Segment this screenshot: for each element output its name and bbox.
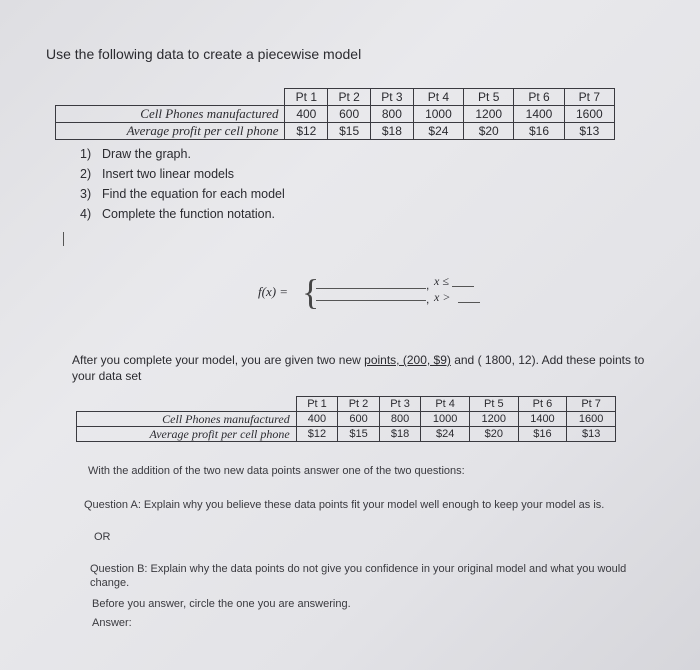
question-b: Question B: Explain why the data points do not give you confidence in your original model and what you would change.: [90, 563, 627, 589]
table-cell: 800: [379, 412, 421, 427]
instruction-list: [80, 144, 285, 224]
function-name: f(x) =: [258, 284, 289, 299]
table-cell: $13: [567, 427, 616, 442]
text-cursor: [63, 232, 64, 246]
table-cell: $15: [338, 427, 380, 442]
table-cell: $16: [518, 427, 567, 442]
table-cell: $13: [564, 123, 614, 140]
header-cell: Pt 7: [564, 89, 614, 106]
data-table-original: [55, 88, 615, 140]
or-separator: OR: [94, 531, 111, 543]
piecewise-function-template: f(x) = { , , x ≤ x >: [258, 272, 498, 312]
row-label: Average profit per cell phone: [56, 123, 285, 140]
header-cell: Pt 2: [338, 397, 380, 412]
header-cell: Pt 2: [328, 89, 371, 106]
circle-instruction: Before you answer, circle the one you are answering.: [92, 598, 351, 610]
header-cell: Pt 4: [413, 89, 463, 106]
table-cell: $24: [421, 427, 470, 442]
table-cell: 400: [285, 106, 328, 123]
header-cell: Pt 1: [296, 397, 338, 412]
answer-label: Answer:: [92, 617, 132, 629]
condition-2: x >: [434, 290, 451, 304]
table-cell: $24: [413, 123, 463, 140]
table-cell: $12: [285, 123, 328, 140]
row-label: Cell Phones manufactured: [56, 106, 285, 123]
table-row: [77, 412, 616, 427]
row-label: Average profit per cell phone: [77, 427, 297, 442]
list-item: 4) Complete the function notation.: [80, 207, 276, 221]
table-cell: $12: [296, 427, 338, 442]
table-cell: 1200: [464, 106, 514, 123]
worksheet-title: Use the following data to create a piecewise model: [46, 46, 362, 62]
questions-intro: With the addition of the two new data points answer one of the two questions:: [88, 465, 465, 477]
header-cell: Pt 3: [371, 89, 414, 106]
header-cell: Pt 4: [421, 397, 470, 412]
data-table-updated: [76, 396, 616, 442]
table-row: [56, 106, 615, 123]
header-cell: Pt 6: [518, 397, 567, 412]
condition-1: x ≤: [434, 274, 449, 288]
header-cell: Pt 1: [285, 89, 328, 106]
expression-blank-1[interactable]: [316, 288, 426, 289]
header-cell: Pt 3: [379, 397, 421, 412]
table-row: [77, 427, 616, 442]
table-header-row: [77, 397, 616, 412]
brace-glyph: {: [302, 272, 320, 312]
condition-blank-1[interactable]: [452, 286, 474, 287]
table-header-row: [56, 89, 615, 106]
new-points-paragraph: After you complete your model, you are given two new points, (200, $9) and ( 1800, 12). Add these points to your data set: [72, 353, 645, 383]
header-cell: Pt 5: [464, 89, 514, 106]
table-cell: 600: [328, 106, 371, 123]
expression-blank-2[interactable]: [316, 300, 426, 301]
list-item: 1) Draw the graph.: [80, 147, 191, 161]
table-cell: $20: [469, 427, 518, 442]
condition-blank-2[interactable]: [458, 302, 480, 303]
header-cell: Pt 5: [469, 397, 518, 412]
table-cell: $18: [371, 123, 414, 140]
list-item: 3) Find the equation for each model: [80, 187, 285, 201]
list-item: 2) Insert two linear models: [80, 167, 235, 181]
table-cell: 1400: [514, 106, 564, 123]
table-cell: 1600: [564, 106, 614, 123]
header-cell: Pt 6: [514, 89, 564, 106]
table-cell: 1000: [421, 412, 470, 427]
table-cell: $20: [464, 123, 514, 140]
table-cell: 600: [338, 412, 380, 427]
question-a: Question A: Explain why you believe these data points fit your model well enough to keep your model as is.: [84, 499, 605, 511]
table-cell: 1200: [469, 412, 518, 427]
table-cell: 1000: [413, 106, 463, 123]
new-points-link: points, (200, $9): [364, 353, 451, 367]
table-row: [56, 123, 615, 140]
table-cell: 1600: [567, 412, 616, 427]
table-cell: $16: [514, 123, 564, 140]
table-cell: 400: [296, 412, 338, 427]
row-label: Cell Phones manufactured: [77, 412, 297, 427]
table-cell: 800: [371, 106, 414, 123]
table-cell: $15: [328, 123, 371, 140]
header-cell: Pt 7: [567, 397, 616, 412]
table-cell: 1400: [518, 412, 567, 427]
table-cell: $18: [379, 427, 421, 442]
